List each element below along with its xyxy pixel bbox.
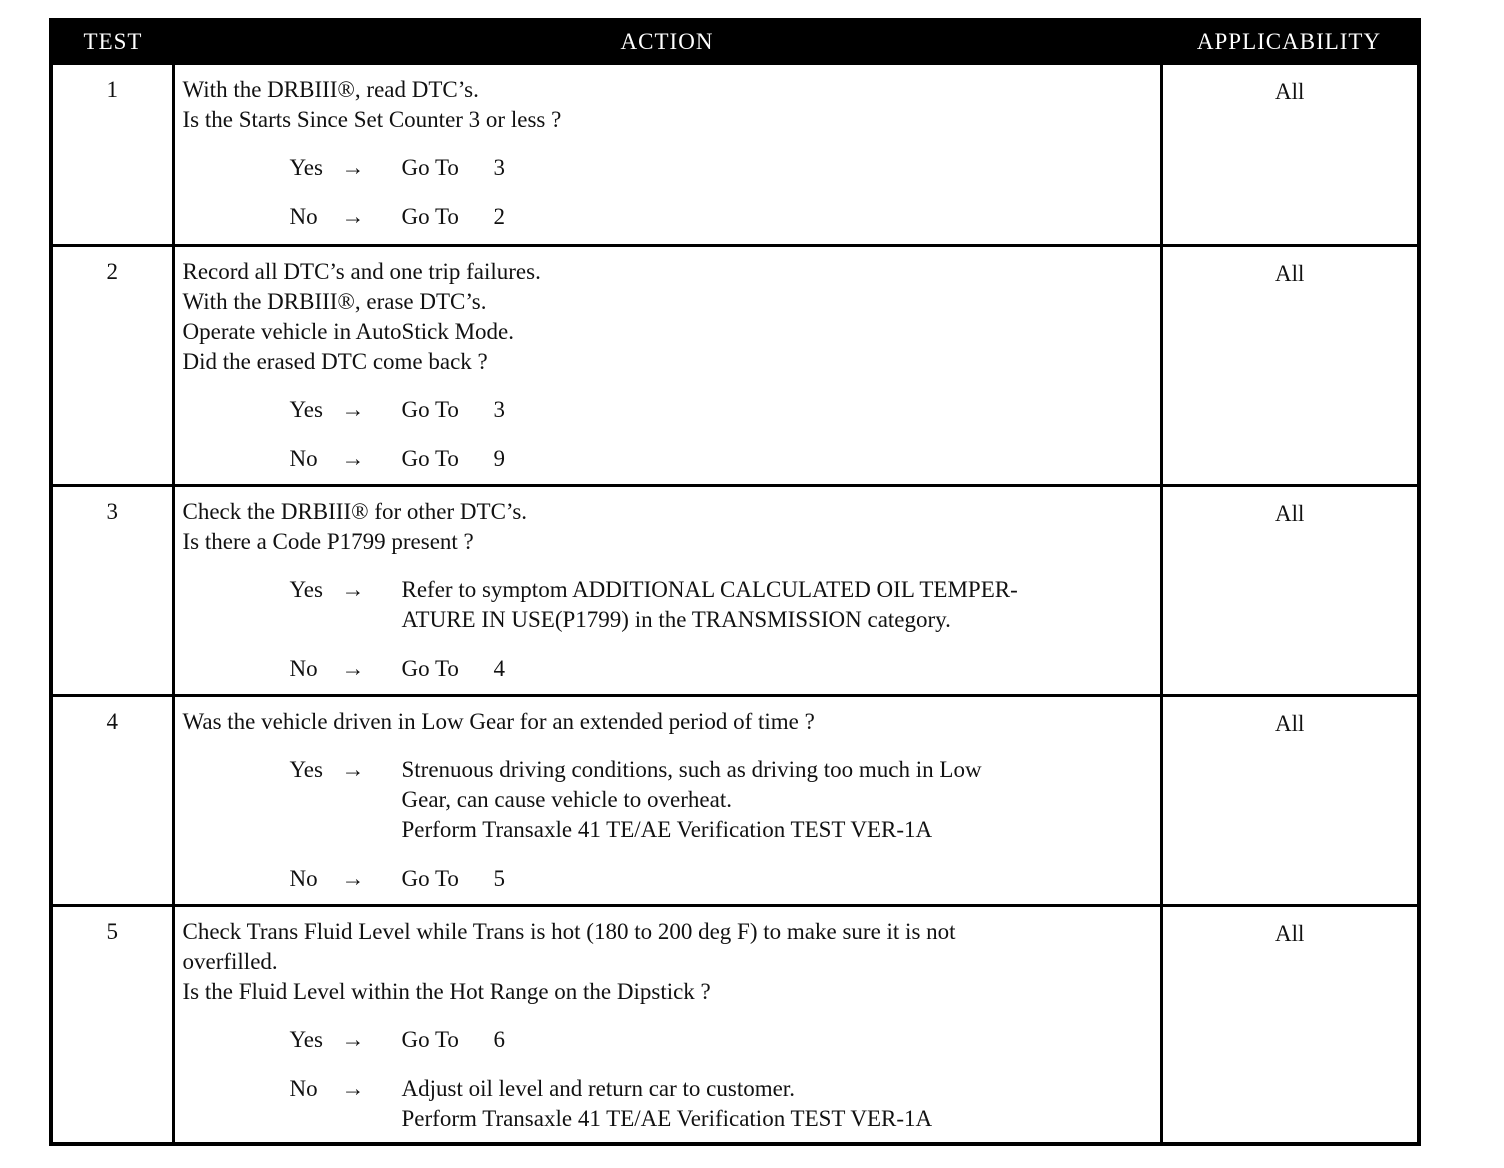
test-number: 4 <box>51 696 173 906</box>
no-label: No <box>289 204 318 229</box>
action-cell <box>173 486 1161 696</box>
applicability-value: All <box>1161 64 1419 246</box>
action-line: Is the Fluid Level within the Hot Range on the Dipstick ? <box>182 979 711 1004</box>
goto-target: 6 <box>493 1027 505 1052</box>
diagnostic-table-page <box>49 18 1417 1146</box>
action-cell <box>173 64 1161 246</box>
no-branch <box>290 864 1152 894</box>
test-row-1 <box>51 64 1419 246</box>
no-label: No <box>289 446 318 471</box>
header-action: ACTION <box>173 20 1161 64</box>
action-line: Record all DTC’s and one trip failures. <box>182 259 541 284</box>
result-line: Perform Transaxle 41 TE/AE Verification TEST VER-1A <box>401 1106 933 1131</box>
goto-label: Go To <box>401 446 459 471</box>
action-line: Is the Starts Since Set Counter 3 or less ? <box>182 107 562 132</box>
goto-target: 5 <box>493 866 505 891</box>
test-row-5 <box>51 906 1419 1144</box>
result-line: Refer to symptom ADDITIONAL CALCULATED OIL TEMPER- <box>401 577 1018 602</box>
goto-label: Go To <box>401 397 459 422</box>
goto-label: Go To <box>401 1027 459 1052</box>
action-cell <box>173 696 1161 906</box>
yes-label: Yes <box>289 397 323 422</box>
goto-label: Go To <box>401 155 459 180</box>
yes-branch <box>290 1025 1152 1055</box>
action-cell <box>173 906 1161 1144</box>
action-line: Did the erased DTC come back ? <box>182 349 488 374</box>
test-row-2 <box>51 246 1419 486</box>
result-line: Gear, can cause vehicle to overheat. <box>401 787 732 812</box>
goto-target: 2 <box>493 204 505 229</box>
goto-target: 3 <box>493 397 505 422</box>
action-line: With the DRBIII®, erase DTC’s. <box>182 289 487 314</box>
arrow-icon: → <box>341 866 365 891</box>
action-cell <box>173 246 1161 486</box>
goto-target: 4 <box>493 656 505 681</box>
applicability-value: All <box>1161 246 1419 486</box>
action-line: Is there a Code P1799 present ? <box>182 529 474 554</box>
action-line: Was the vehicle driven in Low Gear for an extended period of time ? <box>182 709 815 734</box>
result-line: ATURE IN USE(P1799) in the TRANSMISSION category. <box>401 607 951 632</box>
applicability-value: All <box>1161 906 1419 1144</box>
arrow-icon: → <box>341 577 365 602</box>
yes-label: Yes <box>289 155 323 180</box>
goto-target: 3 <box>493 155 505 180</box>
yes-label: Yes <box>289 577 323 602</box>
yes-label: Yes <box>289 1027 323 1052</box>
goto-target: 9 <box>493 446 505 471</box>
action-line: Check the DRBIII® for other DTC’s. <box>182 499 528 524</box>
no-label: No <box>289 1076 318 1101</box>
arrow-icon: → <box>341 204 365 229</box>
arrow-icon: → <box>341 1076 365 1101</box>
yes-branch <box>290 755 1152 845</box>
action-line: Operate vehicle in AutoStick Mode. <box>182 319 515 344</box>
test-row-3 <box>51 486 1419 696</box>
header-applicability: APPLICABILITY <box>1161 20 1419 64</box>
goto-label: Go To <box>401 866 459 891</box>
arrow-icon: → <box>341 446 365 471</box>
applicability-value: All <box>1161 486 1419 696</box>
applicability-value: All <box>1161 696 1419 906</box>
action-line: overfilled. <box>182 949 278 974</box>
arrow-icon: → <box>341 397 365 422</box>
arrow-icon: → <box>341 155 365 180</box>
header-test: TEST <box>51 20 173 64</box>
no-branch <box>290 444 1152 474</box>
test-number: 1 <box>51 64 173 246</box>
no-branch <box>290 654 1152 684</box>
action-line: With the DRBIII®, read DTC’s. <box>182 77 479 102</box>
test-number: 2 <box>51 246 173 486</box>
yes-branch <box>290 153 1152 183</box>
arrow-icon: → <box>341 656 365 681</box>
test-number: 5 <box>51 906 173 1144</box>
result-line: Perform Transaxle 41 TE/AE Verification TEST VER-1A <box>401 817 933 842</box>
no-label: No <box>289 866 318 891</box>
test-row-4 <box>51 696 1419 906</box>
arrow-icon: → <box>341 757 365 782</box>
no-branch <box>290 1074 1152 1134</box>
goto-label: Go To <box>401 204 459 229</box>
yes-label: Yes <box>289 757 323 782</box>
no-label: No <box>289 656 318 681</box>
diagnostic-test-table <box>49 18 1421 1146</box>
arrow-icon: → <box>341 1027 365 1052</box>
yes-branch <box>290 575 1152 635</box>
yes-branch <box>290 395 1152 425</box>
test-number: 3 <box>51 486 173 696</box>
action-line: Check Trans Fluid Level while Trans is hot (180 to 200 deg F) to make sure it is not <box>182 919 956 944</box>
header-row <box>51 20 1419 64</box>
result-line: Strenuous driving conditions, such as driving too much in Low <box>401 757 982 782</box>
result-line: Adjust oil level and return car to customer. <box>401 1076 795 1101</box>
goto-label: Go To <box>401 656 459 681</box>
no-branch <box>290 202 1152 232</box>
